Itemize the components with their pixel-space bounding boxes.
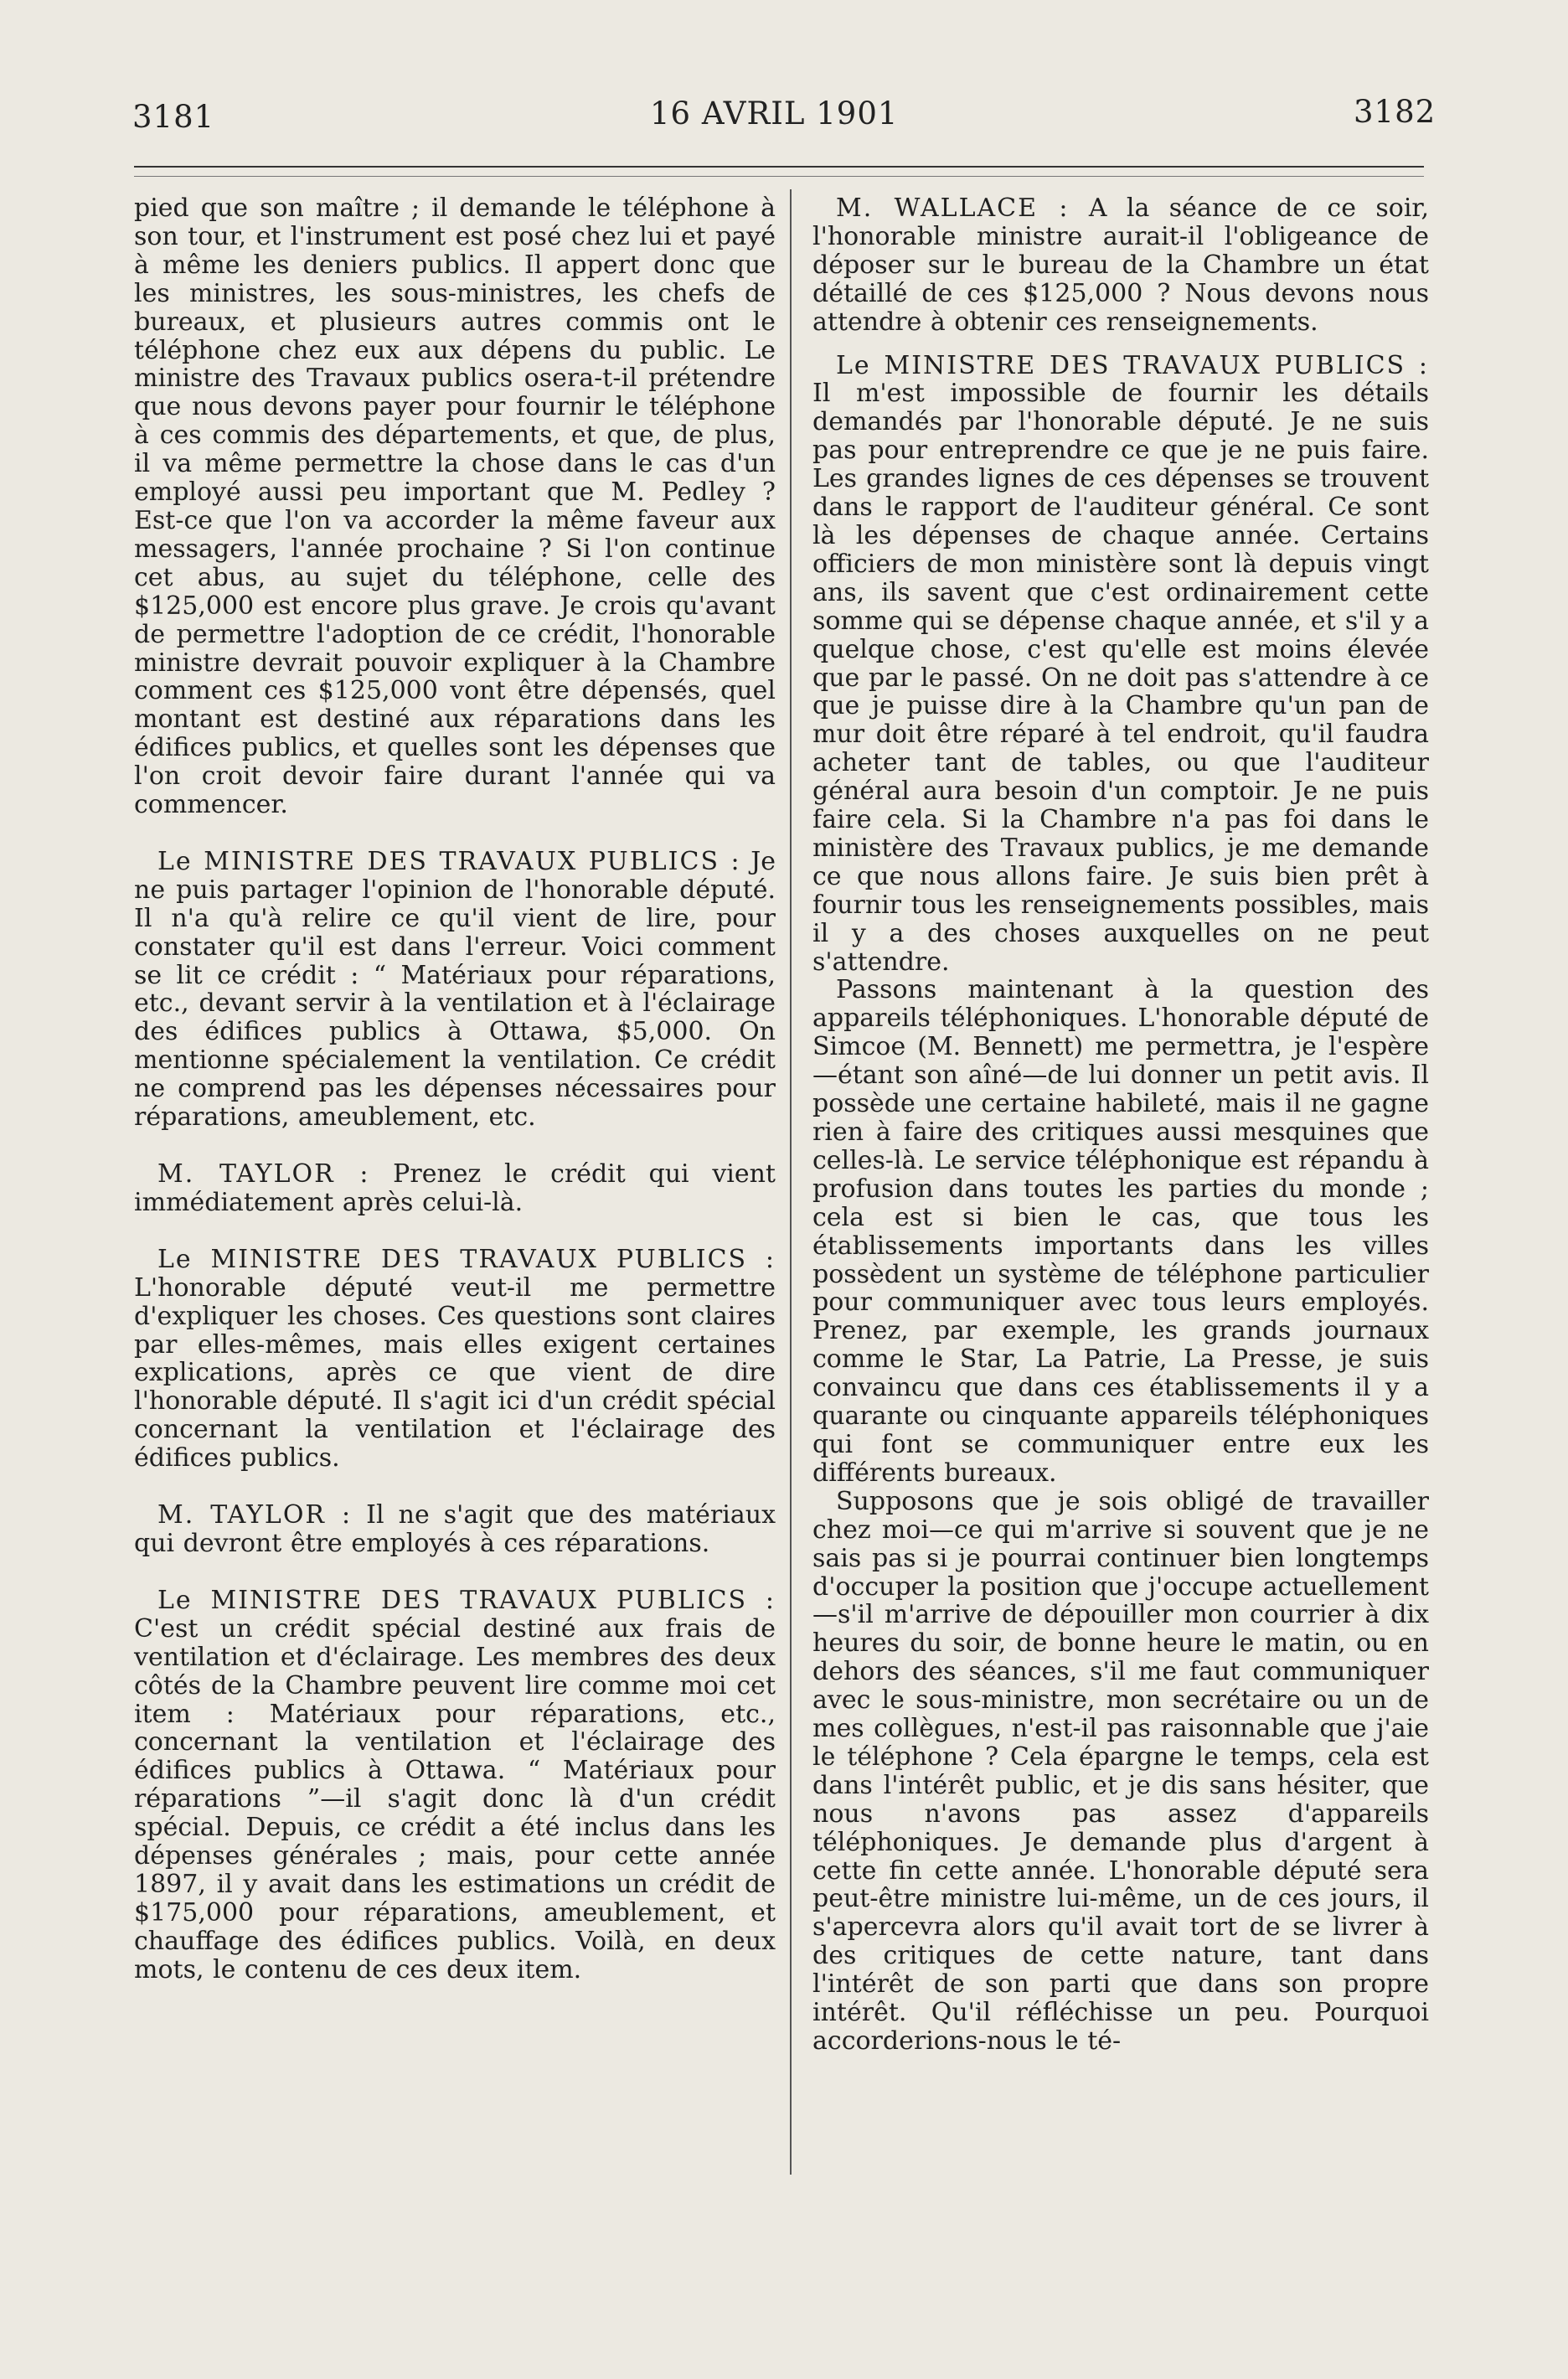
speaker-name: Le MINISTRE DES TRAVAUX PUBLICS : [836, 350, 1429, 380]
speaker-name: Le MINISTRE DES TRAVAUX PUBLICS : [157, 846, 741, 876]
page-number-right: 3182 [1354, 94, 1436, 130]
right-paragraph-1 [812, 194, 1429, 337]
speaker-name: Le MINISTRE DES TRAVAUX PUBLICS : [157, 1585, 776, 1615]
speaker-name: M. TAYLOR : [157, 1500, 353, 1530]
speech-text: Je ne puis partager l'opinion de l'honorable député. Il n'a qu'à relire ce qu'il vient de lire, pour constater qu'il est dans l'erreur. Voici comment se lit ce crédit : “ Matériaux pour réparations, etc., devant servir à la ventilation et à l'éclairage des édifices publics à Ottawa, $5,000. On mentionne spécialement la ventilation. Ce crédit ne comprend pas les dépenses nécessaires pour réparations, ameublement, etc. [134, 846, 776, 1133]
right-paragraph-2 [812, 352, 1429, 977]
speech-text: A la séance de ce soir, l'honorable ministre aurait-il l'obligeance de déposer sur le bureau de la Chambre un état détaillé de ces $125,000 ? Nous devons nous attendre à obtenir ces renseignements. [812, 194, 1429, 337]
left-paragraph-2 [134, 848, 776, 1132]
left-paragraph-1: pied que son maître ; il demande le téléphone à son tour, et l'instrument est posé chez lui et payé à même les deniers publics. Il appert donc que les ministres, les sous-ministres, les chefs de bureaux, et plusieurs autres commis ont le téléphone chez eux aux dépens du public. Le ministre des Travaux publics osera-t-il prétendre que nous devons payer pour fournir le téléphone à ces commis des départements, et que, de plus, il va même permettre la chose dans le cas d'un employé aussi peu important que M. Pedley ? Est-ce que l'on va accorder la même faveur aux messagers, l'année prochaine ? Si l'on continue cet abus, au sujet du téléphone, celle des $125,000 est encore plus grave. Je crois qu'avant de permettre l'adoption de ce crédit, l'honorable ministre devrait pouvoir expliquer à la Chambre comment ces $125,000 vont être dépensés, quel montant est destiné aux réparations dans les édifices publics, et quelles sont les dépenses que l'on croit devoir faire durant l'année qui va commencer. [134, 194, 776, 820]
page-number-left: 3181 [132, 99, 215, 135]
left-paragraph-6 [134, 1587, 776, 1984]
speech-text: Prenez le crédit qui vient immédiatement après celui-là. [134, 1159, 776, 1217]
speech-text: L'honorable député veut-il me permettre d'expliquer les choses. Ces questions sont claires par elles-mêmes, mais elles exigent certaines explications, après ce que vient de dire l'honorable député. Il s'agit ici d'un crédit spécial concernant la ventilation et l'éclairage des édifices publics. [134, 1272, 776, 1473]
speaker-name: M. TAYLOR : [157, 1159, 370, 1189]
right-column [812, 194, 1429, 2056]
speaker-name: M. WALLACE : [836, 194, 1070, 223]
left-paragraph-5 [134, 1501, 776, 1558]
speech-text: Il m'est impossible de fournir les détails demandés par l'honorable député. Je ne suis pas pour entreprendre ce que je ne puis faire. Les grandes lignes de ces dépenses se trouvent dans le rapport de l'auditeur général. Ce sont là les dépenses de chaque année. Certains officiers de mon ministère sont là depuis vingt ans, ils savent que c'est ordinairement cette somme qui se dépense chaque année, et s'il y a quelque chose, c'est qu'elle est moins élevée que par le passé. On ne doit pas s'attendre à ce que je puisse dire à la Chambre qu'un pan de mur doit être réparé à tel endroit, qu'il faudra acheter tant de tables, ou que l'auditeur général aura besoin d'un comptoir. Je ne puis faire cela. Si la Chambre n'a pas foi dans le ministère des Travaux publics, je me demande ce que nous allons faire. Je suis bien prêt à fournir tous les renseignements possibles, mais il y a des choses auxquelles on ne peut s'attendre. [812, 379, 1429, 977]
right-paragraph-4: Supposons que je sois obligé de travailler chez moi—ce qui m'arrive si souvent que je ne sais pas si je pourrai continuer bien longtemps d'occuper la position que j'occupe actuellement—s'il m'arrive de dépouiller mon courrier à dix heures du soir, de bonne heure le matin, ou en dehors des séances, s'il me faut communiquer avec le sous-ministre, mon secrétaire ou un de mes collègues, n'est-il pas raisonnable que j'aie le téléphone ? Cela épargne le temps, cela est dans l'intérêt public, et je dis sans hésiter, que nous n'avons pas assez d'appareils téléphoniques. Je demande plus d'argent à cette fin cette année. L'honorable député sera peut-être ministre lui-même, un de ces jours, il s'apercevra alors qu'il avait tort de se livrer à des critiques de cette nature, tant dans l'intérêt de son parti que dans son propre intérêt. Qu'il réfléchisse un peu. Pourquoi accorderions-nous le té- [812, 1486, 1429, 2056]
speech-text: Il ne s'agit que des matériaux qui devront être employés à ces réparations. [134, 1500, 776, 1558]
header-rule-top [134, 166, 1424, 168]
column-divider [790, 189, 792, 2175]
page-date: 16 AVRIL 1901 [650, 95, 899, 132]
left-column [134, 194, 776, 2013]
left-paragraph-4 [134, 1246, 776, 1473]
right-paragraph-3: Passons maintenant à la question des appareils téléphoniques. L'honorable député de Simcoe (M. Bennett) me permettra, je l'espère—étant son aîné—de lui donner un petit avis. Il possède une certaine habileté, mais il ne gagne rien à faire des critiques aussi mesquines que celles-là. Le service téléphonique est répandu à profusion dans toutes les parties du monde ; cela est si bien le cas, que tous les établissements importants dans les villes possèdent un système de téléphone particulier pour communiquer avec tous leurs employés. Prenez, par exemple, les grands journaux comme le Star, La Patrie, La Presse, je suis convaincu que dans ces établissements il y a quarante ou cinquante appareils téléphoniques qui font se communiquer entre eux les différents bureaux. [812, 975, 1429, 1488]
left-paragraph-3 [134, 1160, 776, 1217]
header-rule-bottom [134, 176, 1424, 177]
speech-text: C'est un crédit spécial destiné aux frais de ventilation et d'éclairage. Les membres des deux côtés de la Chambre peuvent lire comme moi cet item : Matériaux pour réparations, etc., concernant la ventilation et l'éclairage des édifices publics à Ottawa. “ Matériaux pour réparations ”—il s'agit donc là d'un crédit spécial. Depuis, ce crédit a été inclus dans les dépenses générales ; mais, pour cette année 1897, il y avait dans les estimations un crédit de $175,000 pour réparations, ameublement, et chauffage des édifices publics. Voilà, en deux mots, le contenu de ces deux item. [134, 1613, 776, 1984]
speaker-name: Le MINISTRE DES TRAVAUX PUBLICS : [157, 1244, 776, 1274]
